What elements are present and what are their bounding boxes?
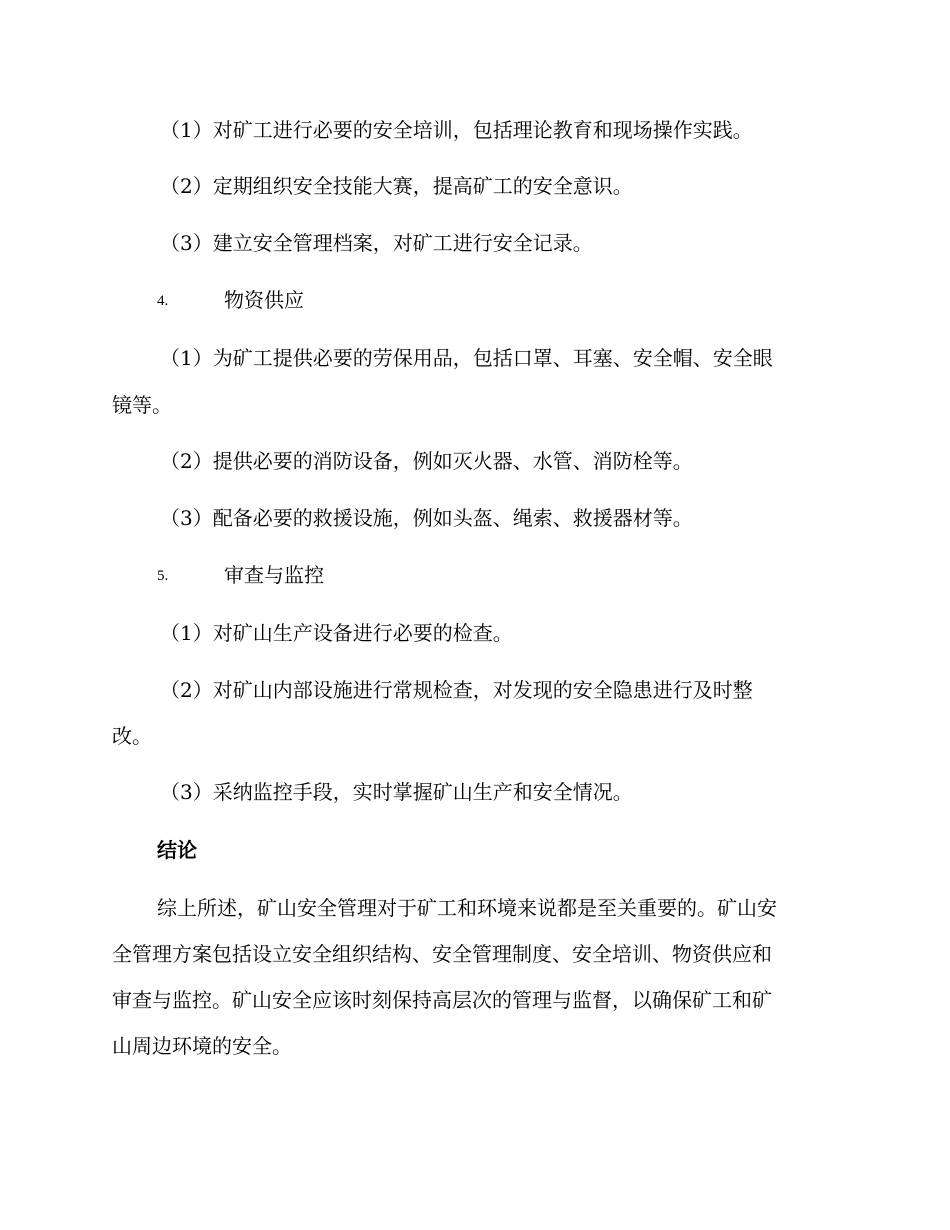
conclusion-line-1: 综上所述，矿山安全管理对于矿工和环境来说都是至关重要的。矿山安 <box>157 896 777 920</box>
section-5-title: 审查与监控 <box>224 563 324 587</box>
supply-item-2: （2）提供必要的消防设备，例如灭火器、水管、消防栓等。 <box>160 449 693 473</box>
conclusion-heading: 结论 <box>157 838 197 862</box>
supply-item-1-line-2: 镜等。 <box>112 393 172 417</box>
conclusion-line-4: 山周边环境的安全。 <box>112 1034 292 1058</box>
review-item-2-line-1: （2）对矿山内部设施进行常规检查，对发现的安全隐患进行及时整 <box>160 678 753 702</box>
section-4-title: 物资供应 <box>224 288 304 312</box>
review-item-2-line-2: 改。 <box>112 724 152 748</box>
supply-item-3: （3）配备必要的救援设施，例如头盔、绳索、救援器材等。 <box>160 506 693 530</box>
training-item-1: （1）对矿工进行必要的安全培训，包括理论教育和现场操作实践。 <box>160 118 753 142</box>
supply-item-1-line-1: （1）为矿工提供必要的劳保用品，包括口罩、耳塞、安全帽、安全眼 <box>160 346 773 370</box>
section-4-number: 4. <box>157 293 169 309</box>
training-item-2: （2）定期组织安全技能大赛，提高矿工的安全意识。 <box>160 174 633 198</box>
conclusion-line-3: 审查与监控。矿山安全应该时刻保持高层次的管理与监督，以确保矿工和矿 <box>112 988 772 1012</box>
section-5-number: 5. <box>157 568 169 584</box>
conclusion-line-2: 全管理方案包括设立安全组织结构、安全管理制度、安全培训、物资供应和 <box>112 942 772 966</box>
review-item-3: （3）采纳监控手段，实时掌握矿山生产和安全情况。 <box>160 780 633 804</box>
review-item-1: （1）对矿山生产设备进行必要的检查。 <box>160 621 513 645</box>
training-item-3: （3）建立安全管理档案，对矿工进行安全记录。 <box>160 231 593 255</box>
